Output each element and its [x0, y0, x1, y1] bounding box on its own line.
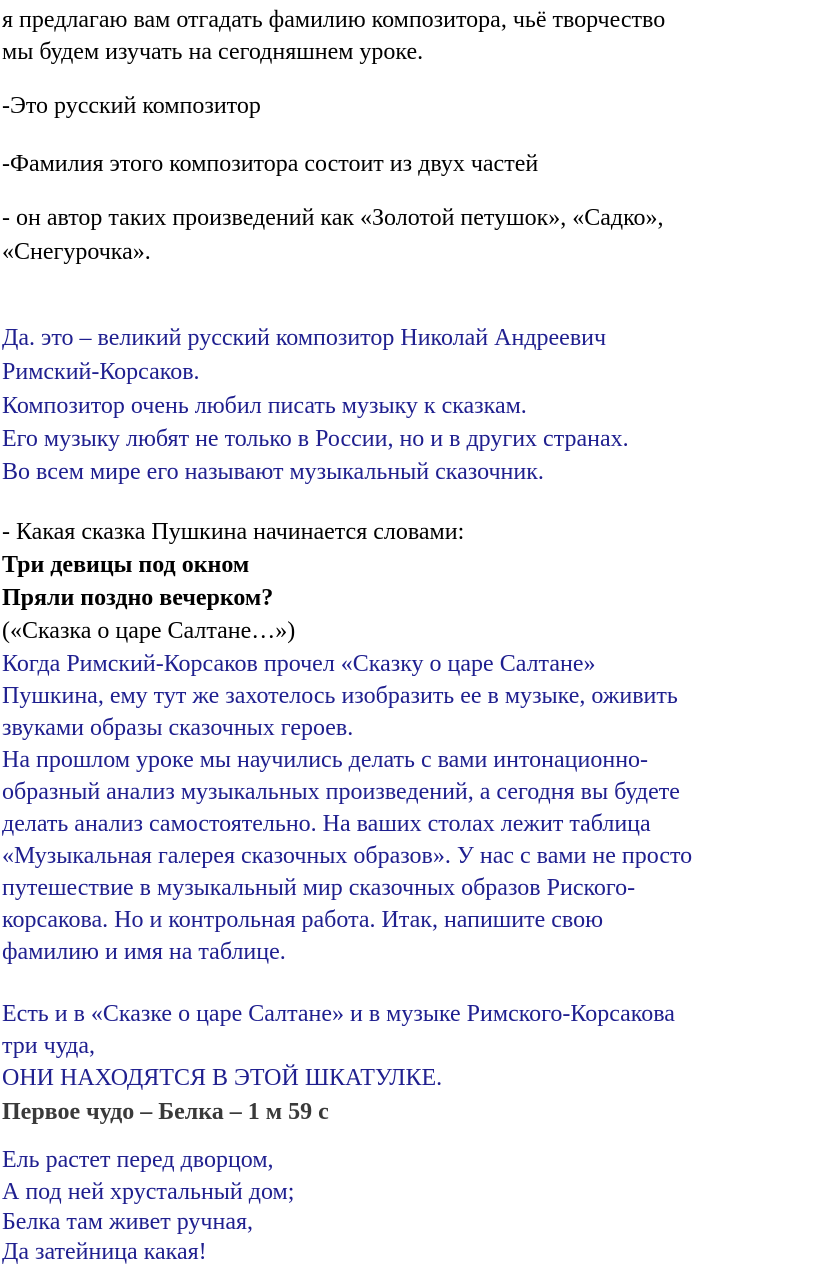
poem-line-2: А под ней хрустальный дом; [2, 1179, 295, 1205]
story-line-9: корсакова. Но и контрольная работа. Итак, напишите свою [2, 907, 604, 933]
miracles-line-3: ОНИ НАХОДЯТСЯ В ЭТОЙ ШКАТУЛКЕ. [2, 1065, 443, 1091]
hint-two-parts: -Фамилия этого композитора состоит из двух частей [2, 151, 539, 177]
story-line-7: «Музыкальная галерея сказочных образов». У нас с вами не просто [2, 843, 693, 869]
story-line-1: Когда Римский-Корсаков прочел «Сказку о царе Салтане» [2, 651, 596, 677]
answer-line-1: Да. это – великий русский композитор Николай Андреевич [2, 325, 607, 351]
hint-works-line-1: - он автор таких произведений как «Золотой петушок», «Садко», [2, 205, 664, 231]
fairy-tale-answer: («Сказка о царе Салтане…») [2, 618, 296, 644]
miracles-line-1: Есть и в «Сказке о царе Салтане» и в музыке Римского-Корсакова [2, 1001, 675, 1027]
pushkin-question: - Какая сказка Пушкина начинается словами: [2, 519, 465, 545]
hint-russian: -Это русский композитор [2, 93, 261, 119]
story-line-6: делать анализ самостоятельно. На ваших столах лежит таблица [2, 811, 651, 837]
poem-line-1: Ель растет перед дворцом, [2, 1147, 274, 1173]
story-line-5: образный анализ музыкальных произведений, а сегодня вы будете [2, 779, 680, 805]
story-line-2: Пушкина, ему тут же захотелось изобразить ее в музыке, оживить [2, 683, 678, 709]
story-line-8: путешествие в музыкальный мир сказочных образов Риского- [2, 875, 636, 901]
answer-line-4: Его музыку любят не только в России, но и в других странах. [2, 426, 629, 452]
answer-line-5: Во всем мире его называют музыкальный сказочник. [2, 459, 544, 485]
answer-line-2: Римский-Корсаков. [2, 359, 200, 385]
verse-line-1: Три девицы под окном [2, 552, 250, 578]
answer-line-3: Композитор очень любил писать музыку к сказкам. [2, 393, 527, 419]
story-line-3: звуками образы сказочных героев. [2, 715, 354, 741]
poem-line-3: Белка там живет ручная, [2, 1209, 254, 1235]
intro-line-1: я предлагаю вам отгадать фамилию композитора, чьё творчество [2, 7, 666, 33]
first-miracle-heading: Первое чудо – Белка – 1 м 59 с [2, 1099, 329, 1125]
miracles-line-2: три чуда, [2, 1033, 96, 1059]
story-line-4: На прошлом уроке мы научились делать с вами интонационно- [2, 747, 649, 773]
story-line-10: фамилию и имя на таблице. [2, 939, 286, 965]
poem-line-4: Да затейница какая! [2, 1239, 207, 1265]
hint-works-line-2: «Снегурочка». [2, 239, 151, 265]
verse-line-2: Пряли поздно вечерком? [2, 585, 274, 611]
intro-line-2: мы будем изучать на сегодняшнем уроке. [2, 39, 424, 65]
